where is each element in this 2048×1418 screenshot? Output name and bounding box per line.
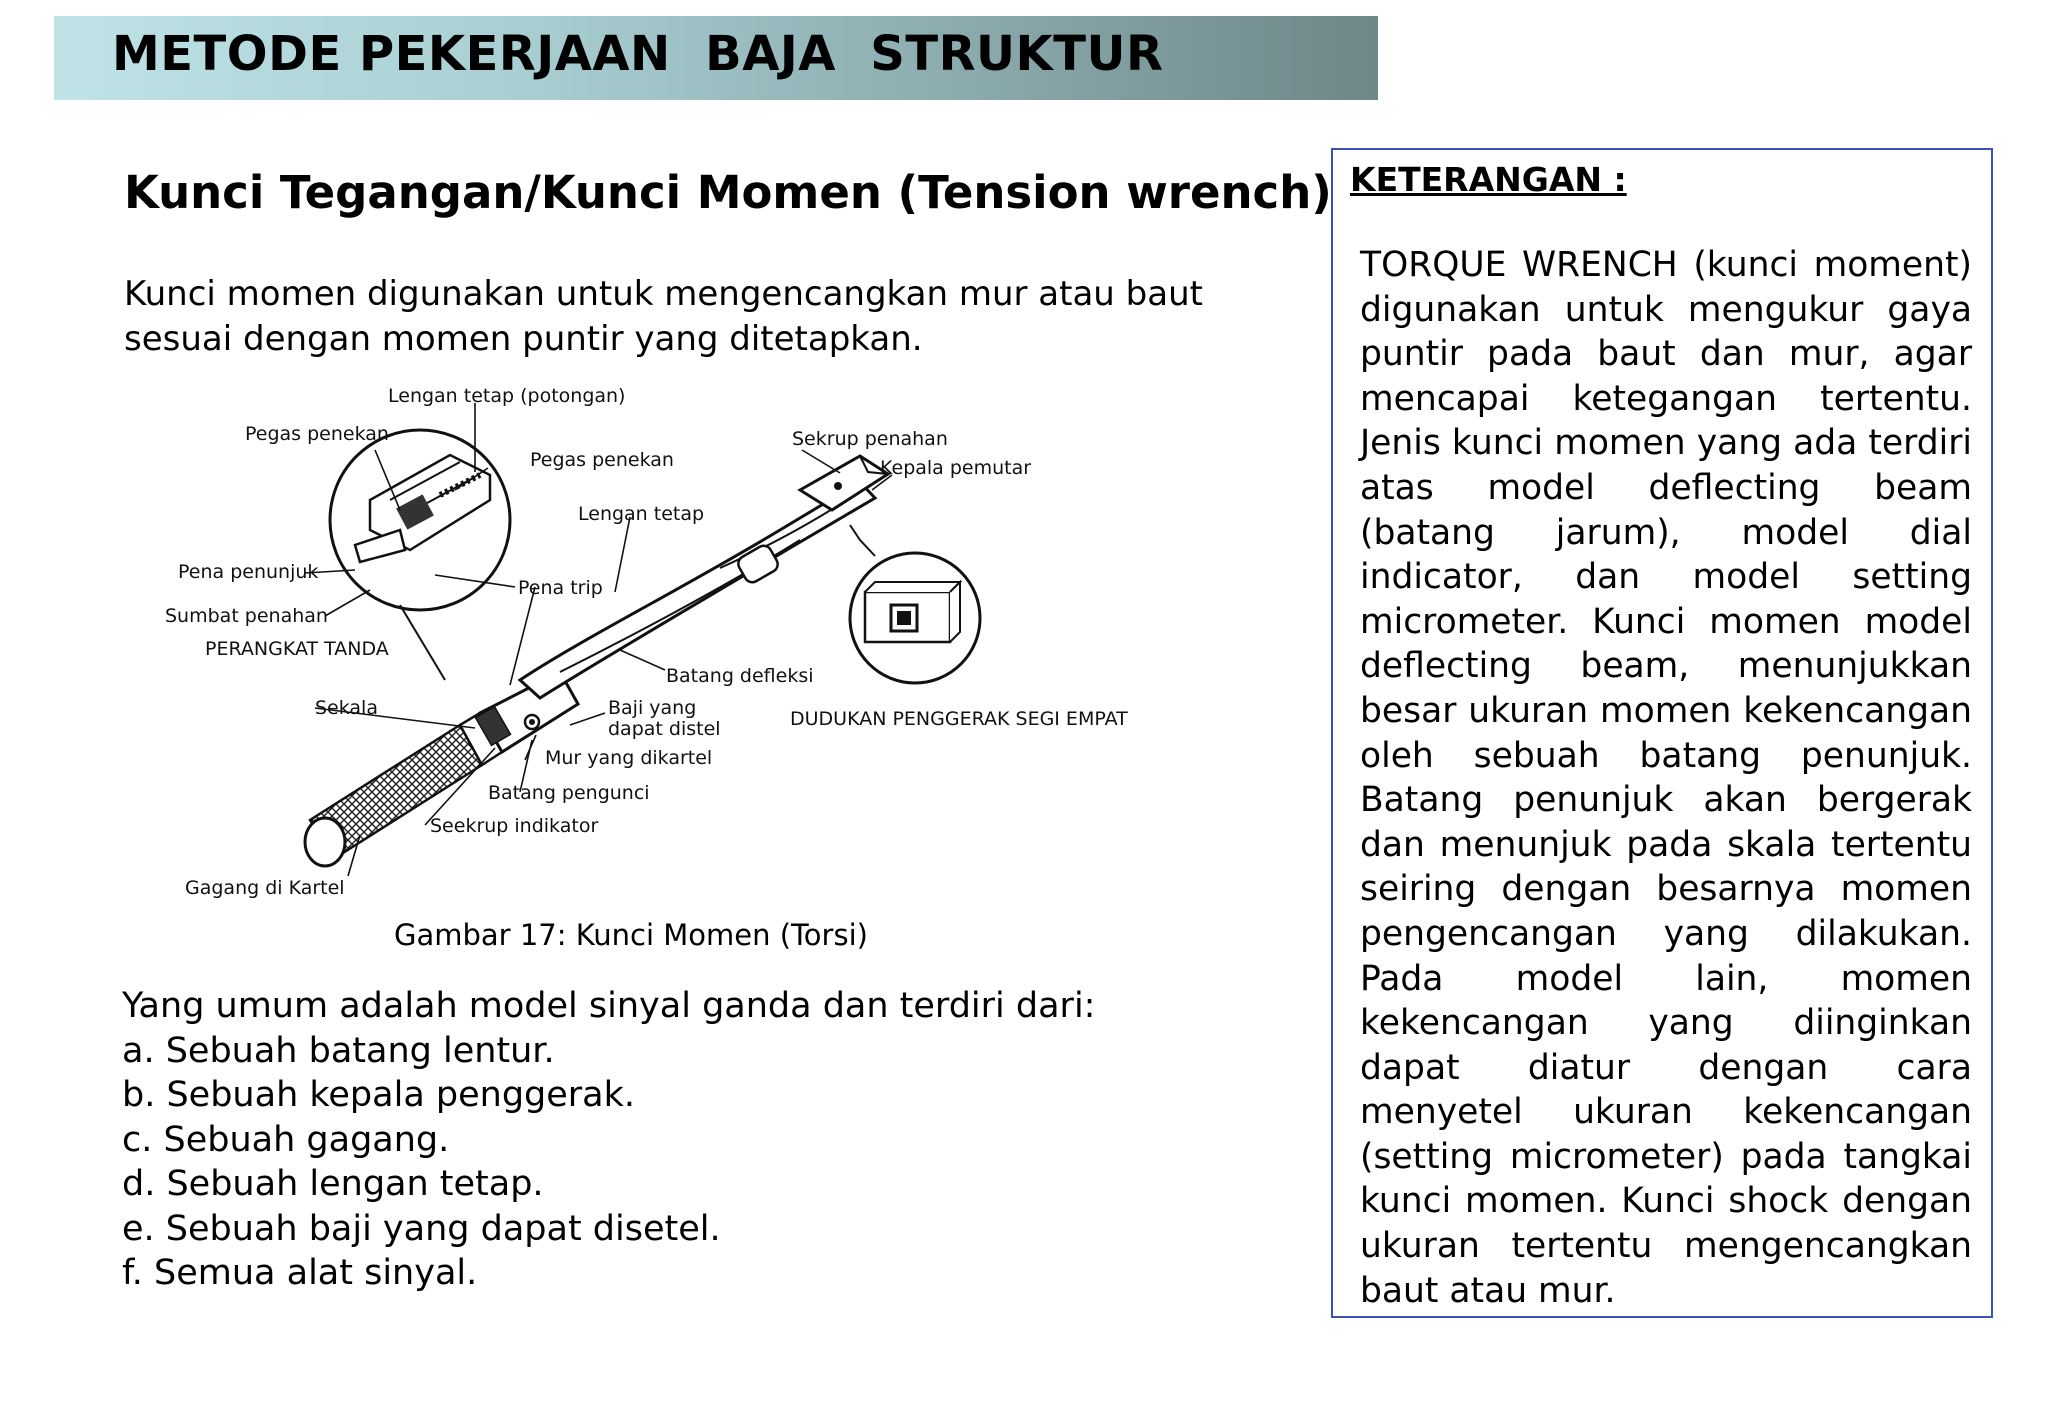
label-lengan-tetap-potongan: Lengan tetap (potongan) [388,385,626,407]
label-gagang: Gagang di Kartel [185,877,345,899]
wrench-handle [305,713,502,866]
label-mur-dikartel: Mur yang dikartel [545,747,713,769]
section-subtitle: Kunci Tegangan/Kunci Momen (Tension wrench) [124,166,1332,219]
label-sumbat-penahan: Sumbat penahan [165,605,328,627]
label-dapat-distel: dapat distel [608,718,721,740]
list-item: c. Sebuah gagang. [122,1119,450,1160]
label-dudukan: DUDUKAN PENGGERAK SEGI EMPAT [790,708,1128,730]
label-lengan-tetap: Lengan tetap [578,503,705,525]
label-batang-pengunci: Batang pengunci [488,782,650,804]
list-item: f. Semua alat sinyal. [122,1253,478,1293]
list-item: b. Sebuah kepala penggerak. [122,1075,636,1115]
label-sekala: Sekala [315,697,378,719]
intro-paragraph: Kunci momen digunakan untuk mengencangkan mur atau baut sesuai dengan momen puntir yang ditetapkan. [124,274,1203,359]
wrench-head [800,456,888,510]
torque-wrench-figure [160,380,1180,920]
label-baji-yang: Baji yang [608,697,697,719]
label-pena-penunjuk: Pena penunjuk [178,561,319,583]
torque-wrench-diagram [160,380,1180,920]
page-title: METODE PEKERJAAN BAJA STRUKTUR [112,26,1164,82]
label-perangkat-tanda: PERANGKAT TANDA [205,638,389,660]
figure-caption: Gambar 17: Kunci Momen (Torsi) [394,918,868,952]
label-batang-defleksi: Batang defleksi [666,665,814,687]
label-pena-trip: Pena trip [518,577,603,599]
label-sekrup-penahan: Sekrup penahan [792,428,948,450]
label-pegas-penekan-2: Pegas penekan [530,449,674,471]
info-heading: KETERANGAN : [1350,160,1627,199]
label-kepala-pemutar: Kepala pemutar [880,457,1032,479]
component-list [122,984,1095,1296]
list-item: d. Sebuah lengan tetap. [122,1164,544,1204]
label-pegas-penekan-1: Pegas penekan [245,423,389,445]
list-item: e. Sebuah baji yang dapat disetel. [122,1208,721,1249]
info-body-text: TORQUE WRENCH (kunci moment) digunakan untuk mengukur gaya puntir pada baut dan mur, agar mencapai ketegangan tertentu. Jenis kunci momen yang ada terdiri atas model deflecting beam (batang jarum), model dial indicator, dan model setting micrometer. Kunci momen model deflecting beam, menunjukkan besar ukuran momen kekencangan oleh sebuah batang penunjuk. Batang penunjuk akan bergerak dan menunjuk pada skala tertentu seiring dengan besarnya momen pengencangan yang dilakukan. Pada model lain, momen kekencangan yang diinginkan dapat diatur dengan cara menyetel ukuran kekencangan (setting micrometer) pada tangkai kunci momen. Kunci shock dengan ukuran tertentu mengencangkan baut atau mur. [1360,245,1972,1311]
label-seekrup-indikator: Seekrup indikator [430,815,599,837]
list-item: a. Sebuah batang lentur. [122,1030,555,1071]
list-intro: Yang umum adalah model sinyal ganda dan terdiri dari: [122,986,1096,1026]
detail-circle-square-drive [850,525,980,683]
